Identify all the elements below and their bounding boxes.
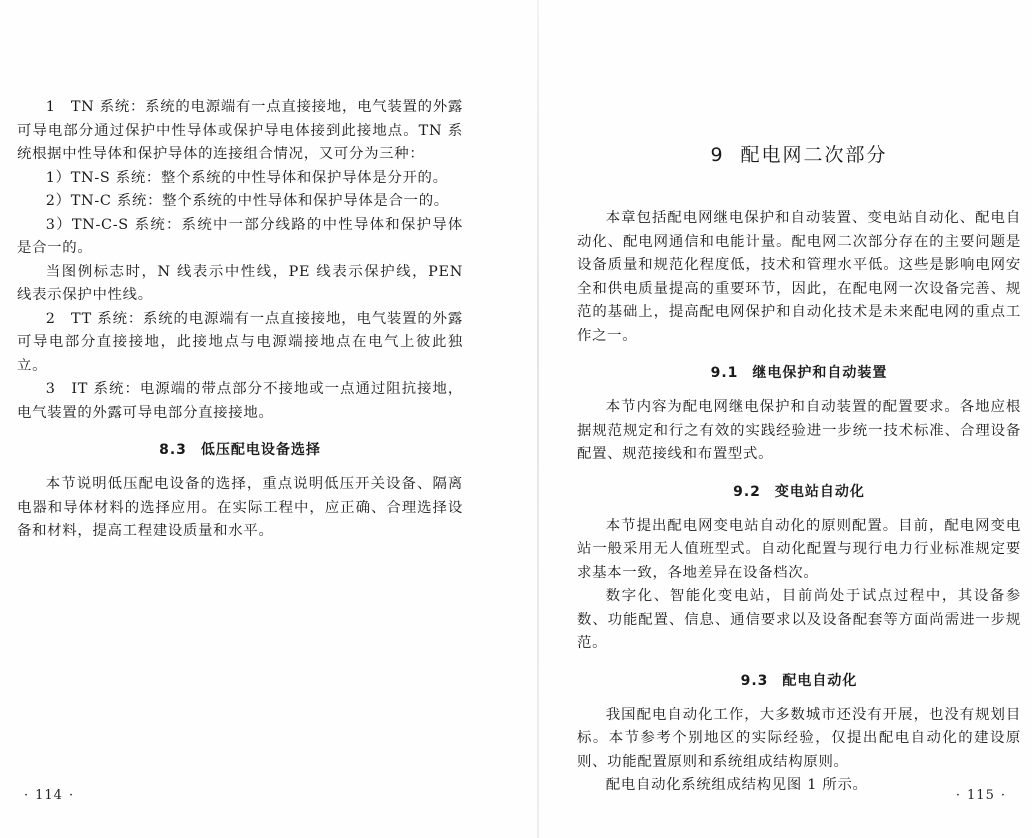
section-number: 8.3 bbox=[159, 442, 187, 458]
section-number: 9.2 bbox=[733, 483, 761, 500]
paragraph-low-voltage: 本节说明低压配电设备的选择，重点说明低压开关设备、隔离电器和导体材料的选择应用。在实际工程中，应正确、合理选择设备和材料，提高工程建设质量和水平。 bbox=[17, 476, 463, 539]
right-page bbox=[539, 0, 1032, 838]
paragraph-tn-c-s: 3）TN-C-S 系统：系统中一部分线路的中性导体和保护导体是合一的。 bbox=[17, 216, 463, 256]
section-heading-9-2 bbox=[577, 481, 1021, 501]
section-title: 低压配电设备选择 bbox=[200, 442, 321, 458]
paragraph-9-2-b: 数字化、智能化变电站，目前尚处于试点过程中，其设备参数、功能配置、信息、通信要求以及设备配套等方面尚需进一步规范。 bbox=[577, 588, 1021, 651]
chapter-intro: 本章包括配电网继电保护和自动装置、变电站自动化、配电自动化、配电网通信和电能计量。配电网二次部分存在的主要问题是设备质量和规范化程度低，技术和管理水平低。这些是影响电网安全和供电质量提高的重要环节，因此，在配电网一次设备完善、规范的基础上，提高配电网保护和自动化技术是未来配电网的重点工作之一。 bbox=[577, 210, 1021, 344]
page-number-left: · 114 · bbox=[24, 788, 75, 803]
paragraph-tn-c: 2）TN-C 系统：整个系统的中性导体和保护导体是合一的。 bbox=[45, 193, 449, 209]
section-heading-9-3 bbox=[577, 670, 1021, 690]
chapter-heading bbox=[577, 140, 1021, 167]
page-number-right: · 115 · bbox=[955, 788, 1006, 803]
section-number: 9.3 bbox=[740, 672, 769, 689]
section-heading-9-1 bbox=[577, 362, 1021, 382]
paragraph-9-3-a: 我国配电自动化工作，大多数城市还没有开展，也没有规划目标。本节参考个别地区的实际经验，仅提出配电自动化的建设原则、功能配置原则和系统组成结构原则。 bbox=[577, 706, 1021, 770]
section-heading-8-3 bbox=[17, 439, 463, 459]
page-number-value: 114 bbox=[35, 788, 63, 803]
chapter-number: 9 bbox=[710, 144, 725, 166]
section-title: 变电站自动化 bbox=[774, 483, 865, 500]
section-title: 继电保护和自动装置 bbox=[752, 365, 888, 381]
paragraph-legend: 当图例标志时，N 线表示中性线，PE 线表示保护线，PEN 线表示保护中性线。 bbox=[17, 263, 463, 303]
right-page-content bbox=[577, 140, 1021, 798]
paragraph-tt-system: 2 TT 系统：系统的电源端有一点直接接地，电气装置的外露可导电部分直接接地，此接地点与电源端接地点在电气上彼此独立。 bbox=[17, 310, 463, 374]
paragraph-it-system: 3 IT 系统：电源端的带点部分不接地或一点通过阻抗接地，电气装置的外露可导电部分直接接地。 bbox=[17, 381, 463, 421]
paragraph-9-1: 本节内容为配电网继电保护和自动装置的配置要求。各地应根据规范规定和行之有效的实践经验进一步统一技术标准、合理设备配置、规范接线和布置型式。 bbox=[577, 399, 1021, 462]
left-page-content bbox=[17, 96, 463, 544]
paragraph-9-2-a: 本节提出配电网变电站自动化的原则配置。目前，配电网变电站一般采用无人值班型式。自动化配置与现行电力行业标准规定要求基本一致，各地差异在设备档次。 bbox=[577, 517, 1021, 581]
paragraph-tn-system: 1 TN 系统：系统的电源端有一点直接接地，电气装置的外露可导电部分通过保护中性导体或保护导电体接到此接地点。TN 系统根据中性导体和保护导体的连接组合情况，又可分为三种： bbox=[17, 99, 463, 162]
section-title: 配电自动化 bbox=[782, 672, 858, 689]
section-number: 9.1 bbox=[710, 365, 739, 381]
page-number-value: 115 bbox=[967, 788, 995, 803]
paragraph-9-3-b: 配电自动化系统组成结构见图 1 所示。 bbox=[605, 777, 868, 793]
chapter-title: 配电网二次部分 bbox=[740, 144, 888, 166]
paragraph-tn-s: 1）TN-S 系统：整个系统的中性导体和保护导体是分开的。 bbox=[45, 169, 448, 186]
